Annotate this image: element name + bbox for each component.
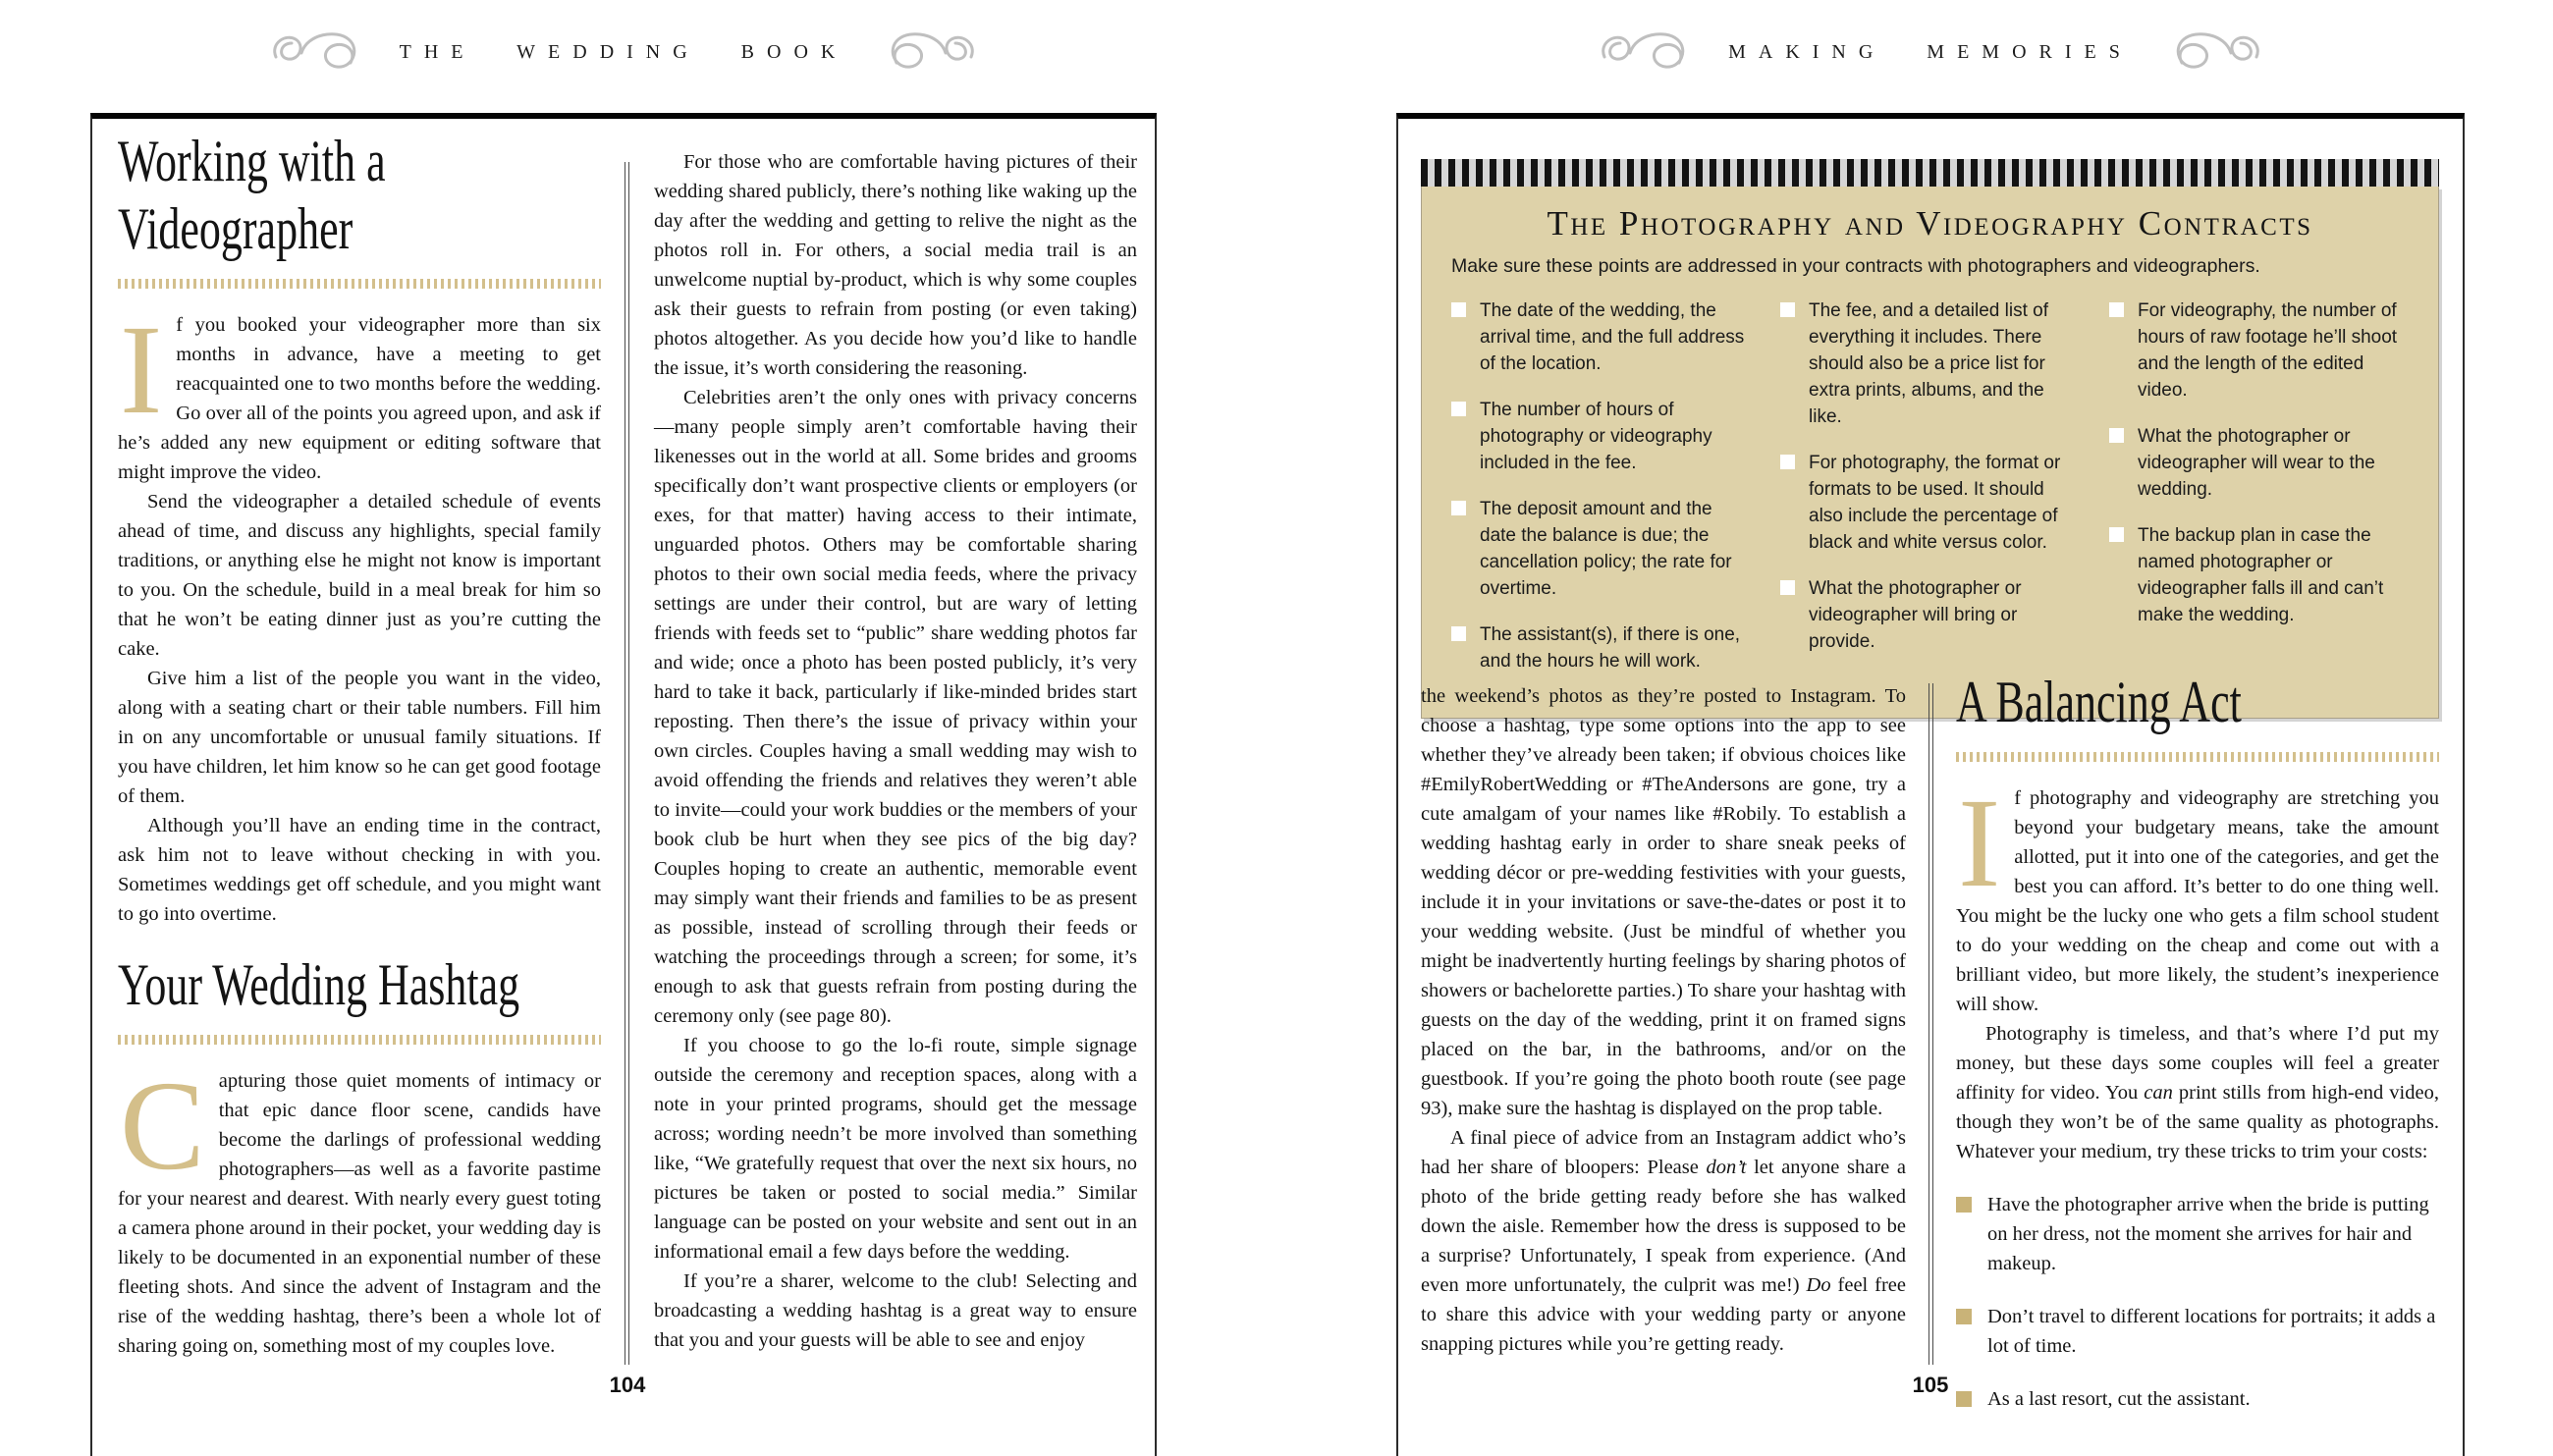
running-head-title: THE WEDDING BOOK bbox=[399, 40, 848, 63]
checklist-item: For videography, the number of hours of raw footage he’ll shoot and the length of the edited video. bbox=[2109, 297, 2409, 404]
body-paragraph: the weekend’s photos as they’re posted to Instagram. To choose a hashtag, type some options into the app to see whether they’ve already been taken; if obvious choices like #EmilyRobertWedding or #TheAndersons are gone, try a cute amalgam of your names like #Robily. To establish a wedding hashtag early in order to share sneak peeks of wedding décor or pre-wedding festivities with your guests, include it in your invitations or save-the-dates or post it to your wedding website. (Just be mindful of whether you might be inadvertently hurting feelings by sharing photos of showers or bachelorette parties.) To share your hashtag with guests on the day of the wedding, print it on framed signs placed on the bar, in the bathrooms, and/or on the guestbook. If you’re going the photo booth route (see page 93), make sure the hashtag is displayed on the prop table. bbox=[1421, 685, 1906, 1119]
running-head-title: MAKING MEMORIES bbox=[1728, 40, 2133, 63]
tip-list-item: Don’t travel to different locations for portraits; it adds a lot of time. bbox=[1956, 1302, 2439, 1361]
left-page-column-2 bbox=[654, 147, 1137, 1355]
drop-cap: I bbox=[120, 299, 163, 441]
contracts-sidebar-box bbox=[1421, 159, 2439, 719]
checklist-item: The fee, and a detailed list of everything it includes. There should also be a price list for extra prints, albums, and the like. bbox=[1780, 297, 2080, 430]
dotted-rule bbox=[118, 279, 601, 289]
checklist-item: For photography, the format or formats to be used. It should also include the percentage of black and white versus color. bbox=[1780, 450, 2080, 556]
page-number-left: 104 bbox=[609, 1373, 646, 1397]
checkbox-square-icon bbox=[1451, 626, 1466, 641]
page-number-right: 105 bbox=[1912, 1373, 1949, 1397]
bullet-square-icon bbox=[1956, 1197, 1972, 1213]
checkbox-square-icon bbox=[1780, 302, 1795, 317]
body-paragraph: For those who are comfortable having pictures of their wedding shared publicly, there’s nothing like waking up the day after the wedding and getting to relive the night as the photos roll in. For others, a social media trail is an unwelcome nuptial by-product, which is why some couples ask their guests to refrain from posting (or even taking) photos altogether. As you decide how you’d like to handle the issue, it’s worth considering the reasoning. bbox=[654, 151, 1137, 379]
checklist-item: What the photographer or videographer will bring or provide. bbox=[1780, 575, 2080, 655]
body-paragraph: Send the videographer a detailed schedule of events ahead of time, and discuss any highlights, special family traditions, or anything else he might not know is important to you. On the schedule, build in a meal break for him so that he won’t be eating dinner just as you’re cutting the cake. bbox=[118, 491, 601, 660]
checkbox-square-icon bbox=[1451, 501, 1466, 515]
checkbox-square-icon bbox=[1451, 402, 1466, 416]
drop-cap: C bbox=[120, 1055, 205, 1197]
checklist-item: The date of the wedding, the arrival time, and the full address of the location. bbox=[1451, 297, 1751, 377]
checkbox-square-icon bbox=[2109, 302, 2124, 317]
body-paragraph: Celebrities aren’t the only ones with privacy concerns—many people simply aren’t comfortable having their likenesses out in the world at all. Some brides and grooms specifically don’t want prospective clients or employers (or exes, for that matter) having access to their intimate, unguarded photos. Others may be comfortable sharing photos to their own social media feeds, where the privacy settings are under their control, but are wary of letting friends with feeds set to “public” share wedding photos far and wide; once a photo has been posted publicly, it’s very hard to take it back, particularly if like-minded brides start reposting. Then there’s the issue of privacy within your own circles. Couples having a small wedding may wish to avoid offending the friends and relatives they weren’t able to invite—could your work buddies or the members of your book club be hurt when they see pics of the big day? Couples hoping to create an authentic, memorable event may simply want their friends and families to be as present as possible, instead of scrolling through their feeds or watching the proceedings through a screen; for some, it’s enough to ask that guests refrain from posting during the ceremony only (see page 80). bbox=[654, 387, 1137, 1027]
checklist-item: The backup plan in case the named photographer or videographer falls ill and can’t make the wedding. bbox=[2109, 522, 2409, 628]
body-paragraph: Give him a list of the people you want in the video, along with a seating chart or their table numbers. Fill him in on any uncomfortable or unusual family situations. If you have children, let him know so he can get good footage of them. bbox=[118, 668, 601, 807]
striped-band bbox=[1421, 159, 2439, 187]
checklist-item: What the photographer or videographer will wear to the wedding. bbox=[2109, 423, 2409, 503]
body-paragraph: If you booked your videographer more than six months in advance, have a meeting to get reacquainted one to two months before the wedding. Go over all of the points you agreed upon, and ask if he’s added any new equipment or editing software that might improve the video. bbox=[118, 299, 601, 483]
box-title: The Photography and Videography Contracts bbox=[1547, 204, 2313, 243]
dotted-rule bbox=[118, 1035, 601, 1045]
checklist-item: The deposit amount and the date the balance is due; the cancellation policy; the rate for overtime. bbox=[1451, 496, 1751, 602]
body-paragraph: Photography is timeless, and that’s where I’d put my money, but these days some couples will feel a greater affinity for video. You can print stills from high-end video, though they won’t be of the same quality as photographs. Whatever your medium, try these tricks to trim your costs: bbox=[1956, 1023, 2439, 1162]
left-page-column-1 bbox=[118, 128, 601, 1361]
checklist-item: The assistant(s), if there is one, and the hours he will work. bbox=[1451, 621, 1751, 674]
tip-list-item: Have the photographer arrive when the bride is putting on her dress, not the moment she arrives for hair and makeup. bbox=[1956, 1190, 2439, 1278]
running-head-right bbox=[1396, 26, 2465, 79]
checkbox-square-icon bbox=[2109, 527, 2124, 542]
right-page-column-2 bbox=[1956, 669, 2439, 1414]
box-subtitle: Make sure these points are addressed in your contracts with photographers and videographers. bbox=[1451, 255, 2260, 277]
checkbox-square-icon bbox=[1780, 580, 1795, 595]
checklist-column-1 bbox=[1451, 297, 1751, 694]
body-paragraph: If you’re a sharer, welcome to the club! Selecting and broadcasting a wedding hashtag is a great way to ensure that you and your guests will be able to see and enjoy bbox=[654, 1270, 1137, 1351]
drop-cap: I bbox=[1958, 773, 2001, 914]
checkbox-square-icon bbox=[2109, 428, 2124, 443]
body-paragraph: A final piece of advice from an Instagram addict who’s had her share of bloopers: Please don’t let anyone share a photo of the bride getting ready before she has walked down the aisle. Remember how the dress is supposed to be a surprise? Unfortunately, I speak from experience. (And even more unfortunately, the culprit was me!) Do feel free to share this advice with your wedding party or anyone snapping pictures while you’re getting ready. bbox=[1421, 1127, 1906, 1355]
section-title-working-with-videographer: Working with a Videographer bbox=[118, 128, 386, 262]
flourish-icon bbox=[262, 26, 380, 79]
bullet-square-icon bbox=[1956, 1309, 1972, 1324]
flourish-icon bbox=[867, 26, 985, 79]
body-paragraph: If photography and videography are stretching you beyond your budgetary means, take the amount allotted, put it into one of the categories, and get the best you can afford. It’s better to do one thing well. You might be the lucky one who gets a film school student to do your wedding on the cheap and come out with a brilliant video, but more likely, the student’s inexperience will show. bbox=[1956, 773, 2439, 1015]
checklist-item: The number of hours of photography or videography included in the fee. bbox=[1451, 397, 1751, 476]
section-title-a-balancing-act: A Balancing Act bbox=[1956, 669, 2242, 735]
body-paragraph: If you choose to go the lo-fi route, simple signage outside the ceremony and reception spaces, along with a note in your printed programs, should get the message across; wording needn’t be more involved than something like, “We gratefully request that over the next six hours, no pictures be taken or posted to social media.” Similar language can be posted on your website and sent out in an informational email a few days before the wedding. bbox=[654, 1035, 1137, 1263]
checklist-column-2 bbox=[1780, 297, 2080, 694]
running-head-left bbox=[90, 26, 1157, 79]
contracts-box-body bbox=[1421, 187, 2439, 719]
checklist-column-3 bbox=[2109, 297, 2409, 694]
right-page-column-1 bbox=[1421, 681, 1906, 1359]
tip-list-item: As a last resort, cut the assistant. bbox=[1956, 1384, 2439, 1414]
section-title-your-wedding-hashtag: Your Wedding Hashtag bbox=[118, 951, 520, 1018]
flourish-icon bbox=[2152, 26, 2270, 79]
column-divider bbox=[625, 162, 629, 1365]
flourish-icon bbox=[1591, 26, 1709, 79]
checkbox-square-icon bbox=[1451, 302, 1466, 317]
column-divider bbox=[1928, 683, 1933, 1365]
dotted-rule bbox=[1956, 752, 2439, 762]
body-paragraph: Capturing those quiet moments of intimacy or that epic dance floor scene, candids have become the darlings of professional wedding photographers—as well as a favorite pastime for your nearest and dearest. With nearly every guest toting a camera phone around in their pocket, your wedding day is likely to be documented in an exponential number of these fleeting shots. And since the advent of Instagram and the rise of the wedding hashtag, there’s been a whole lot of sharing going on, something most of my couples love. bbox=[118, 1055, 601, 1357]
body-paragraph: Although you’ll have an ending time in the contract, ask him not to leave without checking in with you. Sometimes weddings get off schedule, and you might want to go into overtime. bbox=[118, 815, 601, 925]
checkbox-square-icon bbox=[1780, 455, 1795, 469]
